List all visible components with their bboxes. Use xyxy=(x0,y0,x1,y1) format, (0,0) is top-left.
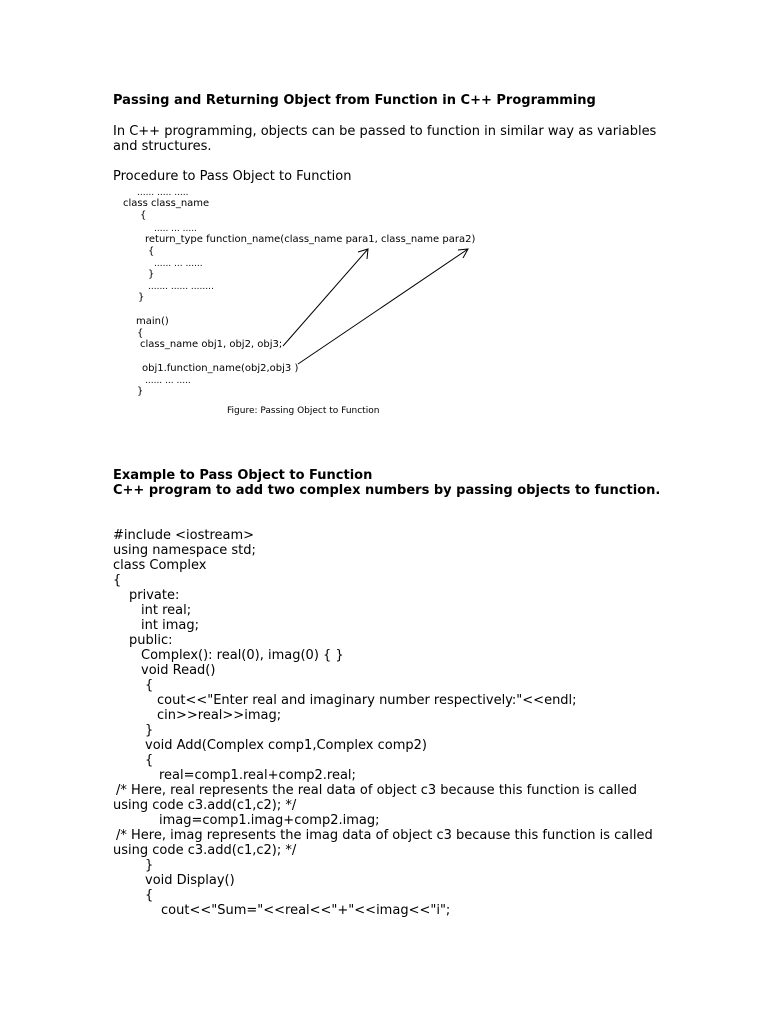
figure-line: class class_name xyxy=(123,198,210,209)
figure-line: ..... ... ..... xyxy=(154,224,197,234)
code-line: Complex(): real(0), imag(0) { } xyxy=(141,648,344,663)
code-line: class Complex xyxy=(113,558,207,573)
figure-line: { xyxy=(148,246,155,257)
figure-line: class_name obj1, obj2, obj3; xyxy=(140,339,283,350)
code-line: imag=comp1.imag+comp2.imag; xyxy=(159,813,380,828)
code-line: } xyxy=(145,858,154,873)
document-title: Passing and Returning Object from Function in C++ Programming xyxy=(113,93,596,108)
code-line: void Read() xyxy=(141,663,216,678)
intro-line-2: and structures. xyxy=(113,139,212,154)
code-line: { xyxy=(145,888,154,903)
code-line: cout<<"Enter real and imaginary number respectively:"<<endl; xyxy=(157,693,577,708)
procedure-heading: Procedure to Pass Object to Function xyxy=(113,169,352,184)
arrow-line-2 xyxy=(298,249,468,364)
figure-line: ...... ... ...... xyxy=(154,259,203,269)
code-line: { xyxy=(145,678,154,693)
code-line: using code c3.add(c1,c2); */ xyxy=(113,843,297,858)
figure-line: ...... ..... ..... xyxy=(137,188,189,198)
figure-line: main() xyxy=(136,316,169,327)
code-line: using namespace std; xyxy=(113,543,256,558)
code-line: cin>>real>>imag; xyxy=(157,708,282,723)
code-line: using code c3.add(c1,c2); */ xyxy=(113,798,297,813)
figure-line: } xyxy=(148,269,155,280)
code-line: void Add(Complex comp1,Complex comp2) xyxy=(145,738,427,753)
figure-caption: Figure: Passing Object to Function xyxy=(227,406,380,416)
example-heading: Example to Pass Object to Function xyxy=(113,468,373,483)
intro-line-1: In C++ programming, objects can be passed to function in similar way as variables xyxy=(113,124,657,139)
figure-line: { xyxy=(140,210,147,221)
figure-line: { xyxy=(137,328,144,339)
arrow-line-1 xyxy=(283,249,368,346)
figure-line: } xyxy=(137,386,144,397)
code-line: int real; xyxy=(141,603,192,618)
code-line: cout<<"Sum="<<real<<"+"<<imag<<"i"; xyxy=(161,903,451,918)
code-line: { xyxy=(113,573,122,588)
figure-line: obj1.function_name(obj2,obj3 ) xyxy=(142,363,299,374)
figure-line: return_type function_name(class_name para1, class_name para2) xyxy=(145,234,476,245)
code-line: int imag; xyxy=(141,618,199,633)
code-line: #include <iostream> xyxy=(113,528,255,543)
example-subheading: C++ program to add two complex numbers by passing objects to function. xyxy=(113,483,661,498)
figure-line: ....... ...... ........ xyxy=(148,282,214,292)
code-line: private: xyxy=(129,588,180,603)
code-line: /* Here, imag represents the imag data of object c3 because this function is called xyxy=(116,828,653,843)
code-line: { xyxy=(145,753,154,768)
code-line: public: xyxy=(129,633,173,648)
pass-object-figure xyxy=(113,186,513,421)
code-line: /* Here, real represents the real data of object c3 because this function is called xyxy=(116,783,638,798)
code-line: real=comp1.real+comp2.real; xyxy=(159,768,356,783)
figure-line: ...... ... ..... xyxy=(145,376,191,386)
code-line: } xyxy=(145,723,154,738)
code-line: void Display() xyxy=(145,873,235,888)
figure-line: } xyxy=(138,292,145,303)
